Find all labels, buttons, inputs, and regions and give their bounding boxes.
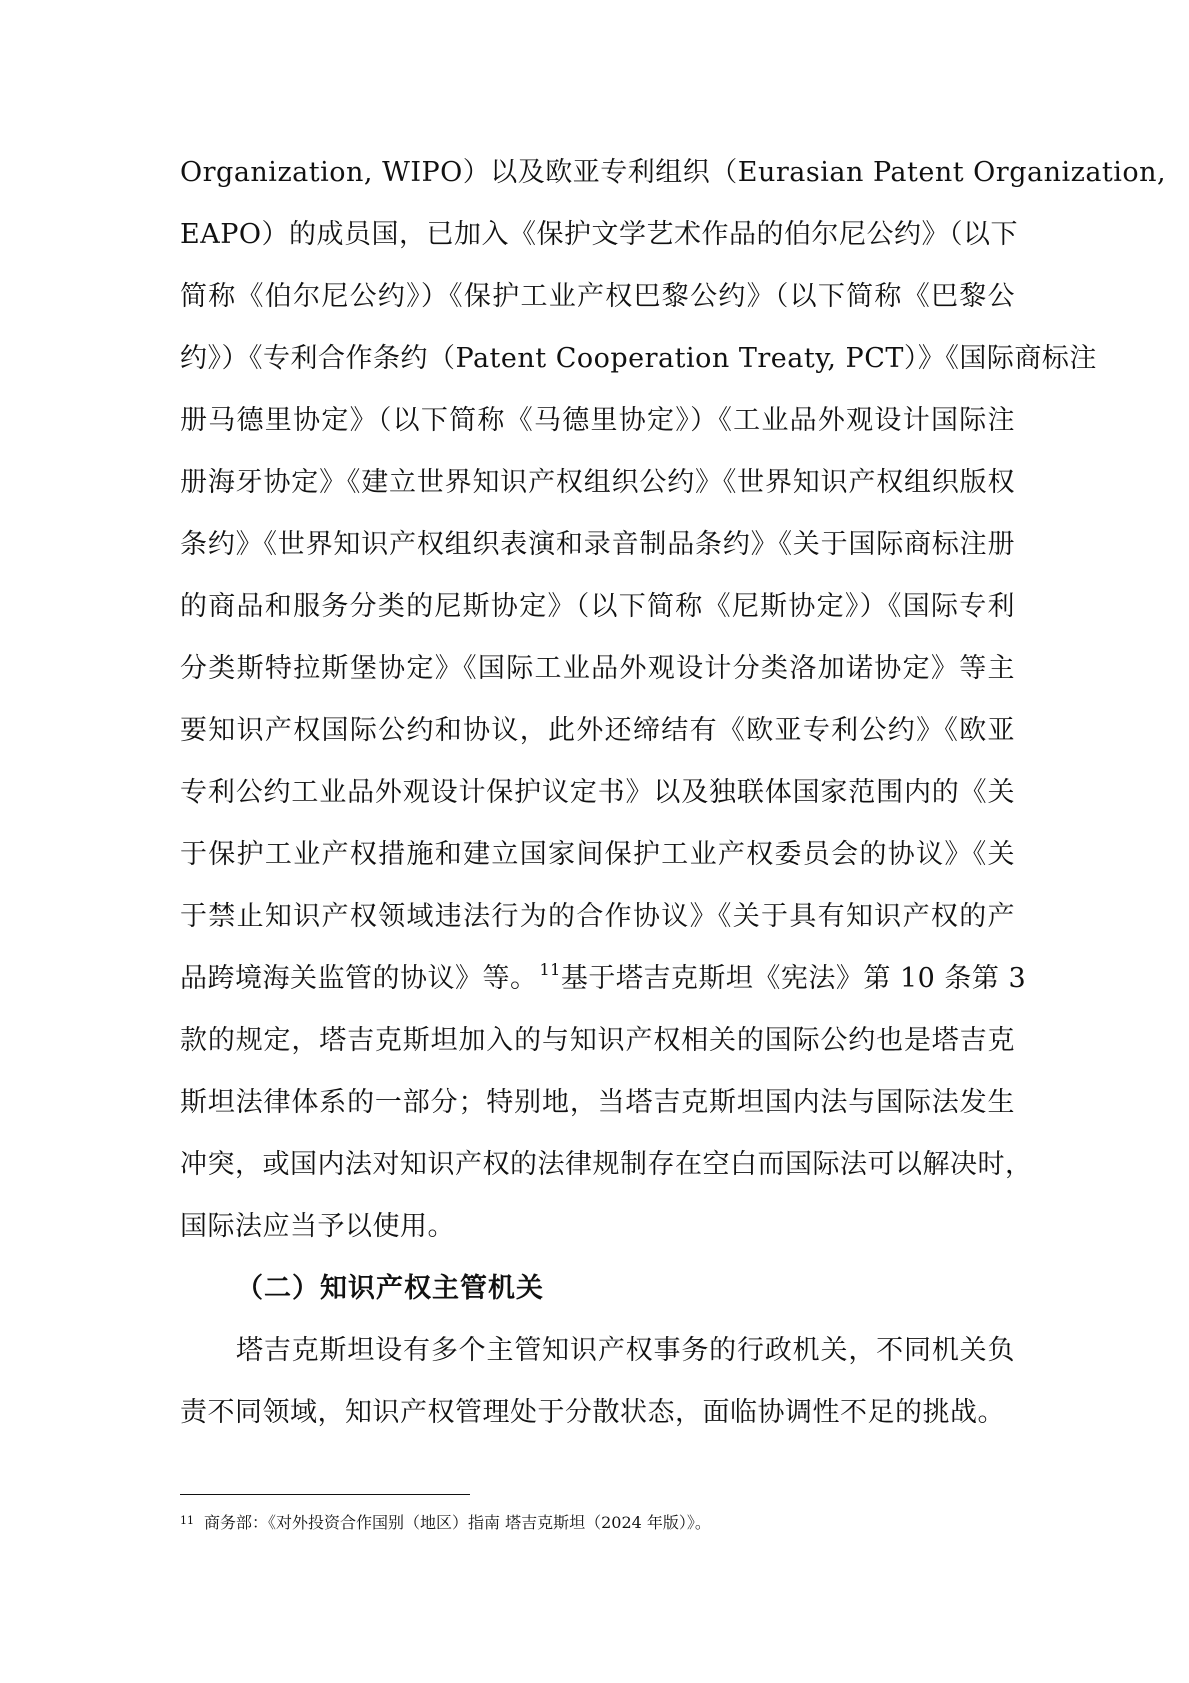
footnote-marker: 11 bbox=[180, 1514, 194, 1527]
footnote bbox=[180, 1510, 1015, 1536]
paragraph-last-line: 责不同领域，知识产权管理处于分散状态，面临协调性不足的挑战。 bbox=[180, 1397, 1005, 1428]
paragraph-line: EAPO）的成员国，已加入《保护文学艺术作品的伯尔尼公约》（以下 bbox=[180, 219, 1019, 250]
paragraph-line: 简称《伯尔尼公约》）《保护工业产权巴黎公约》（以下简称《巴黎公 bbox=[180, 281, 1015, 312]
paragraph-line: 斯坦法律体系的一部分；特别地，当塔吉克斯坦国内法与国际法发生 bbox=[180, 1087, 1015, 1118]
line-text-before-footnote: 品跨境海关监管的协议》等。 bbox=[180, 963, 538, 994]
footnote-text: 商务部：《对外投资合作国别（地区）指南 塔吉克斯坦（2024 年版）》。 bbox=[204, 1513, 711, 1532]
paragraph-line: 册海牙协定》《建立世界知识产权组织公约》《世界知识产权组织版权 bbox=[180, 467, 1015, 498]
body-text bbox=[180, 142, 1167, 1444]
paragraph-line: 分类斯特拉斯堡协定》《国际工业品外观设计分类洛加诺协定》等主 bbox=[180, 653, 1015, 684]
paragraph-line: 条约》《世界知识产权组织表演和录音制品条约》《关于国际商标注册 bbox=[180, 529, 1015, 560]
paragraph-line: 的商品和服务分类的尼斯协定》（以下简称《尼斯协定》）《国际专利 bbox=[180, 591, 1015, 622]
paragraph-line: 册马德里协定》（以下简称《马德里协定》）《工业品外观设计国际注 bbox=[180, 405, 1015, 436]
paragraph-last-line: 国际法应当予以使用。 bbox=[180, 1211, 455, 1242]
footnote-separator bbox=[180, 1494, 470, 1495]
paragraph-line: 约》）《专利合作条约（Patent Cooperation Treaty, PCT）》《国际商标注 bbox=[180, 343, 1097, 374]
line-text-after-footnote: 基于塔吉克斯坦《宪法》第 10 条第 3 bbox=[560, 963, 1027, 994]
paragraph-line: 款的规定，塔吉克斯坦加入的与知识产权相关的国际公约也是塔吉克 bbox=[180, 1025, 1015, 1056]
paragraph-line: Organization, WIPO）以及欧亚专利组织（Eurasian Patent Organization, bbox=[180, 157, 1167, 188]
paragraph-line: 冲突，或国内法对知识产权的法律规制存在空白而国际法可以解决时， bbox=[180, 1149, 1033, 1180]
paragraph-line: 要知识产权国际公约和协议，此外还缔结有《欧亚专利公约》《欧亚 bbox=[180, 715, 1015, 746]
paragraph-line: 于保护工业产权措施和建立国家间保护工业产权委员会的协议》《关 bbox=[180, 839, 1015, 870]
paragraph-line-with-footnote bbox=[180, 948, 1027, 1010]
paragraph-line: 于禁止知识产权领域违法行为的合作协议》《关于具有知识产权的产 bbox=[180, 901, 1015, 932]
section-heading: （二）知识产权主管机关 bbox=[236, 1273, 544, 1304]
paragraph-line: 塔吉克斯坦设有多个主管知识产权事务的行政机关，不同机关负 bbox=[236, 1335, 1015, 1366]
paragraph-line: 专利公约工业品外观设计保护议定书》以及独联体国家范围内的《关 bbox=[180, 777, 1015, 808]
footnote-reference[interactable]: 11 bbox=[539, 960, 561, 979]
